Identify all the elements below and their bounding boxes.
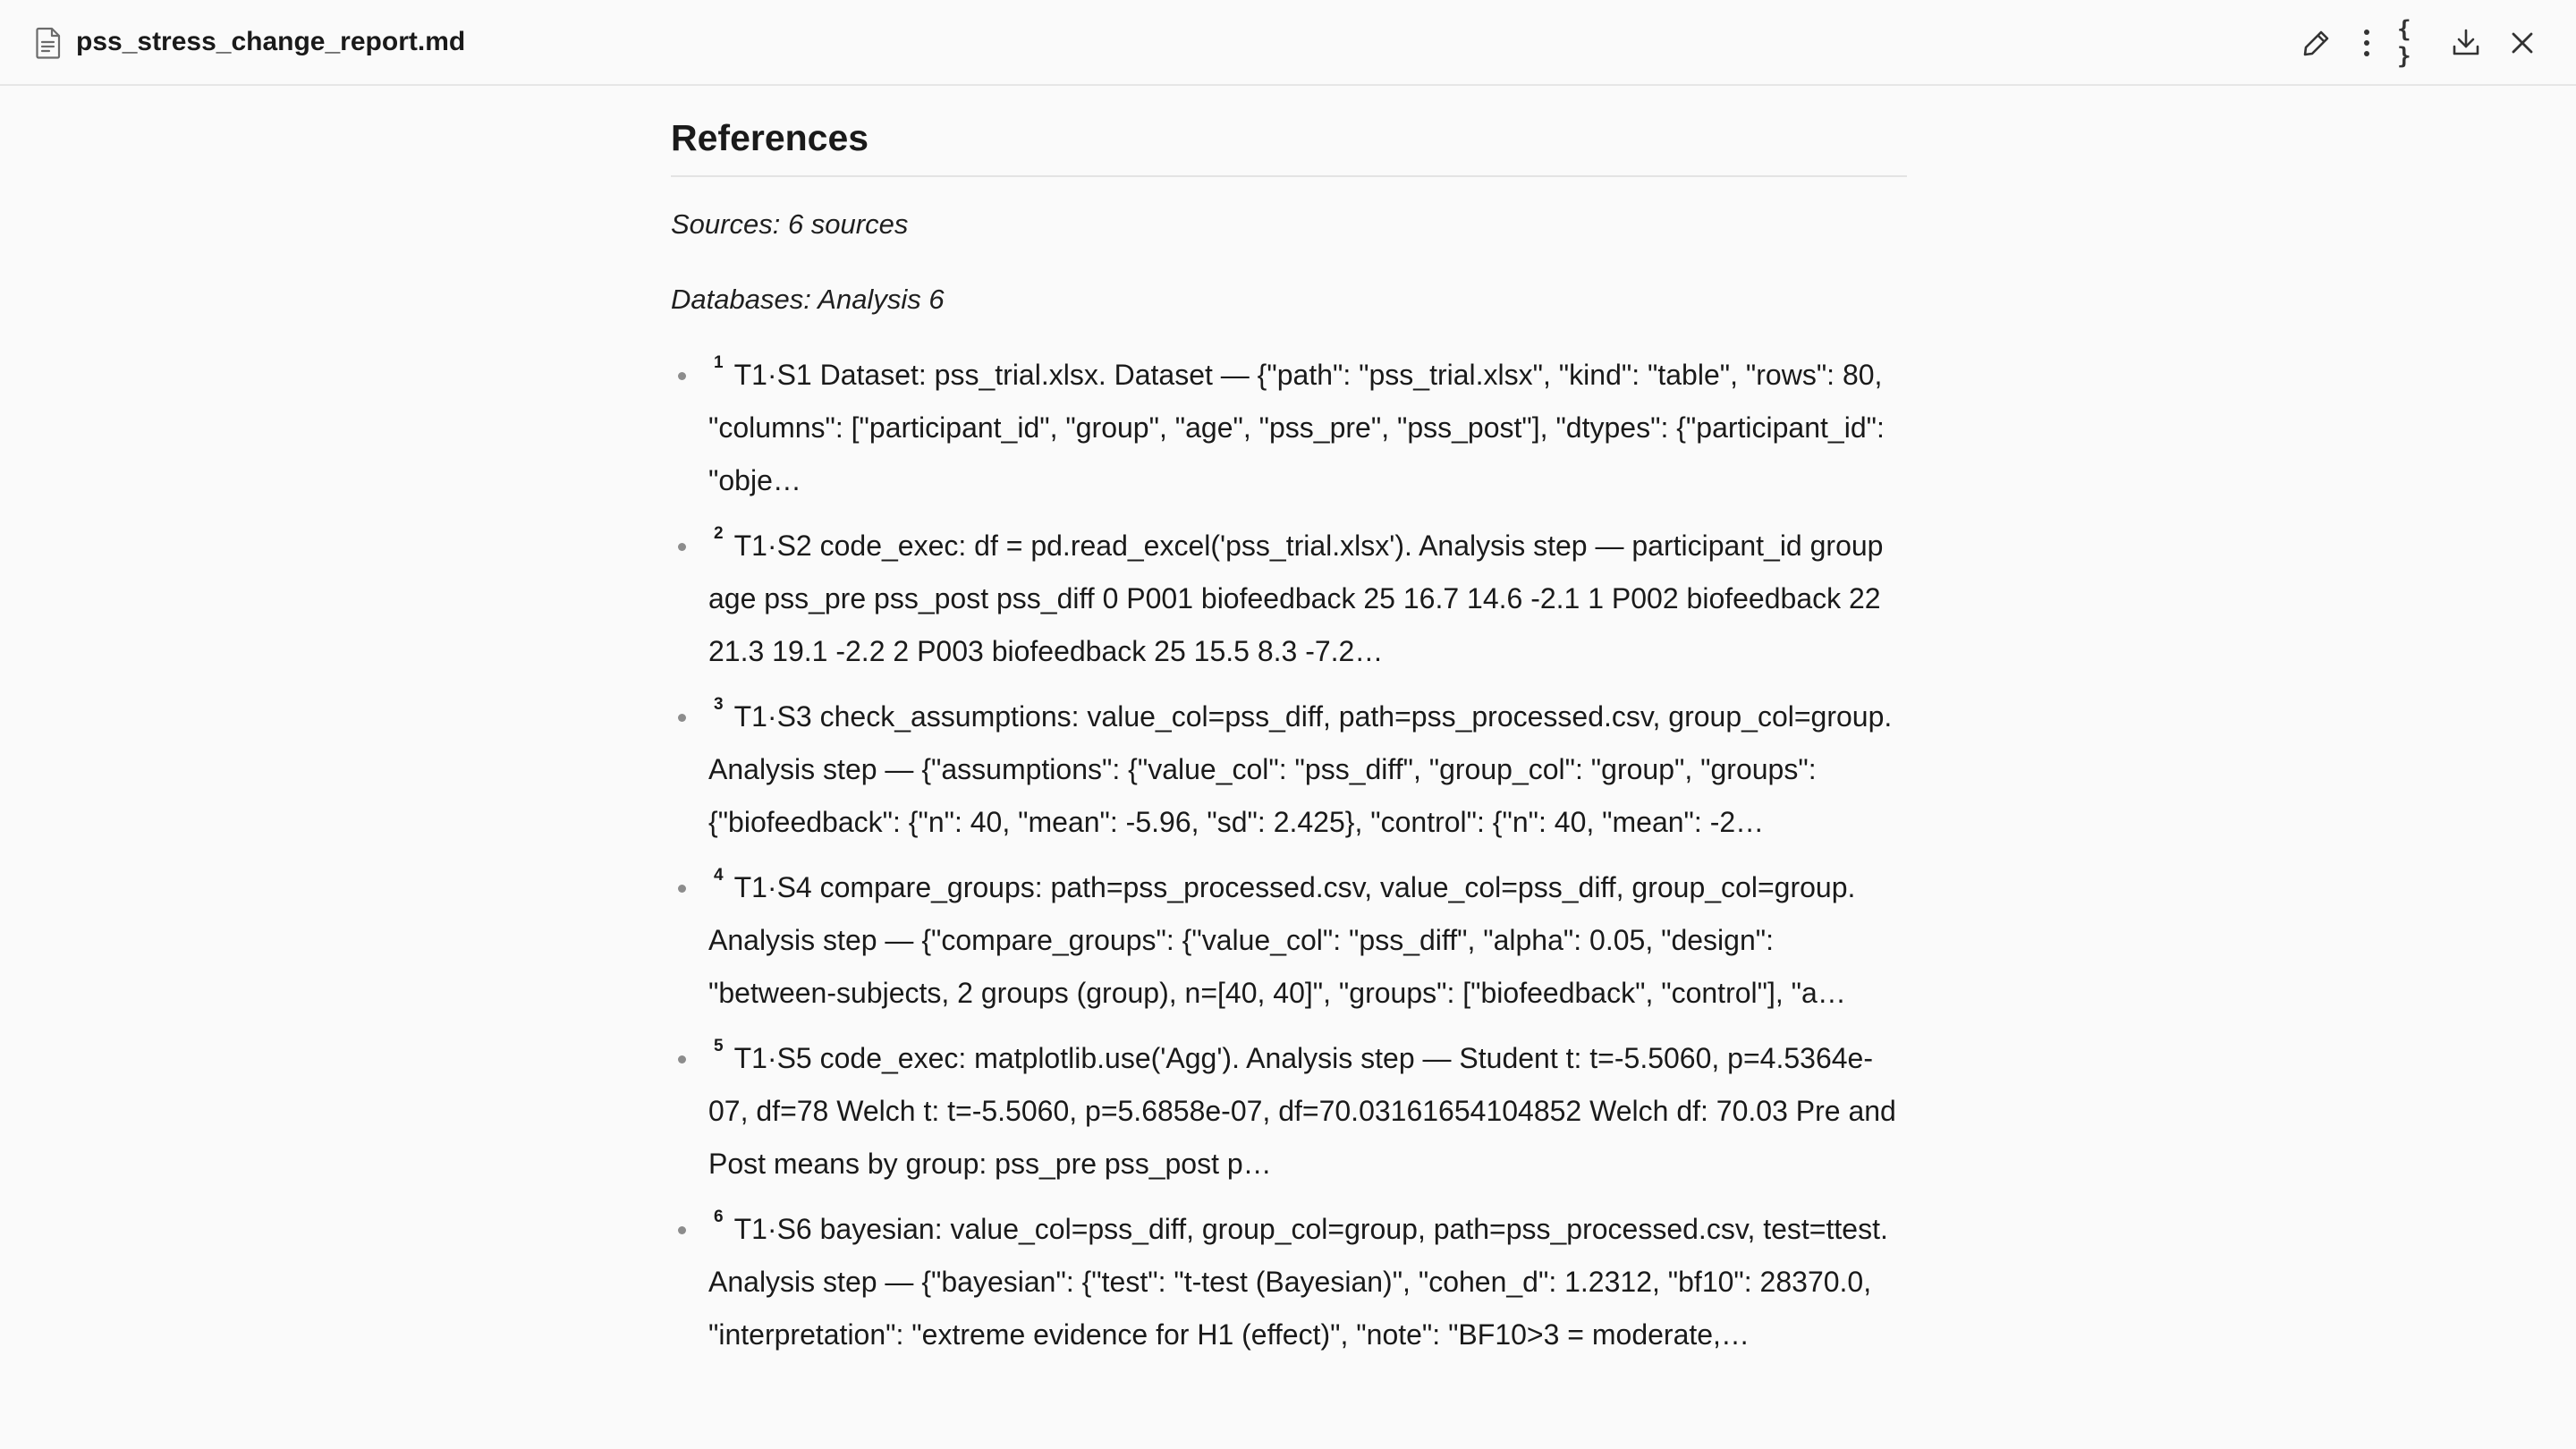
footnote-number[interactable]: 1 [714, 353, 724, 372]
reference-item [671, 861, 1907, 1020]
footnote-number[interactable]: 4 [714, 866, 724, 885]
footnote-number[interactable]: 5 [714, 1037, 724, 1055]
file-name: pss_stress_change_report.md [76, 27, 466, 56]
reference-item [671, 520, 1907, 678]
reference-text: T1·S6 bayesian: value_col=pss_diff, group_col=group, path=pss_processed.csv, test=ttest. Analysis step — {"bayesian": {"test": "t-test (Bayesian)", "cohen_d": 1.2312, "bf10": 28370.0, "interpretation": "extreme evidence for H1 (effect)", "note": "BF10>3 = moderate,… [708, 1213, 1888, 1351]
reference-text: T1·S1 Dataset: pss_trial.xlsx. Dataset — {"path": "pss_trial.xlsx", "kind": "table", "rows": 80, "columns": ["participant_id", "group", "age", "pss_pre", "pss_post"], "dtypes": {"participant_id": "obje… [708, 359, 1885, 496]
reference-item [671, 349, 1907, 507]
reference-text: T1·S4 compare_groups: path=pss_processed.csv, value_col=pss_diff, group_col=group. Analysis step — {"compare_groups": {"value_col": "pss_diff", "alpha": 0.05, "design": "between-subjects, 2 groups (group), n=[40, 40]", "groups": ["biofeedback", "control"], "a… [708, 871, 1856, 1009]
reference-text: T1·S5 code_exec: matplotlib.use('Agg'). Analysis step — Student t: t=-5.5060, p=4.5364e-07, df=78 Welch t: t=-5.5060, p=5.6858e-07, df=70.03161654104852 Welch df: 70.03 Pre and Post means by group: pss_pre pss_post p… [708, 1042, 1896, 1180]
footnote-number[interactable]: 2 [714, 524, 724, 543]
sources-line: Sources: 6 sources [671, 208, 909, 240]
footnote-number[interactable]: 3 [714, 695, 724, 714]
reference-item [671, 691, 1907, 849]
section-heading: References [671, 107, 1907, 177]
pencil-icon[interactable] [2297, 23, 2336, 63]
reference-item [671, 1032, 1907, 1191]
close-icon[interactable] [2503, 23, 2542, 63]
databases-line: Databases: Analysis 6 [671, 284, 945, 315]
reference-list [671, 349, 1907, 1361]
more-vertical-icon[interactable] [2347, 23, 2386, 63]
reference-item [671, 1203, 1907, 1361]
download-icon[interactable] [2446, 23, 2486, 63]
braces-icon[interactable]: { } [2397, 16, 2412, 70]
reference-text: T1·S2 code_exec: df = pd.read_excel('pss_trial.xlsx'). Analysis step — participant_id group age pss_pre pss_post pss_diff 0 P001 biofeedback 25 16.7 14.6 -2.1 1 P002 biofeedback 22 21.3 19.1 -2.2 2 P003 biofeedback 25 15.5 8.3 -7.2… [708, 530, 1884, 667]
document-icon [34, 27, 63, 59]
footnote-number[interactable]: 6 [714, 1208, 724, 1226]
document-body [671, 107, 1907, 1374]
reference-text: T1·S3 check_assumptions: value_col=pss_diff, path=pss_processed.csv, group_col=group. Analysis step — {"assumptions": {"value_col": "pss_diff", "group_col": "group", "groups": {"biofeedback": {"n": 40, "mean": -5.96, "sd": 2.425}, "control": {"n": 40, "mean": -2… [708, 700, 1893, 838]
title-bar [0, 0, 2576, 86]
